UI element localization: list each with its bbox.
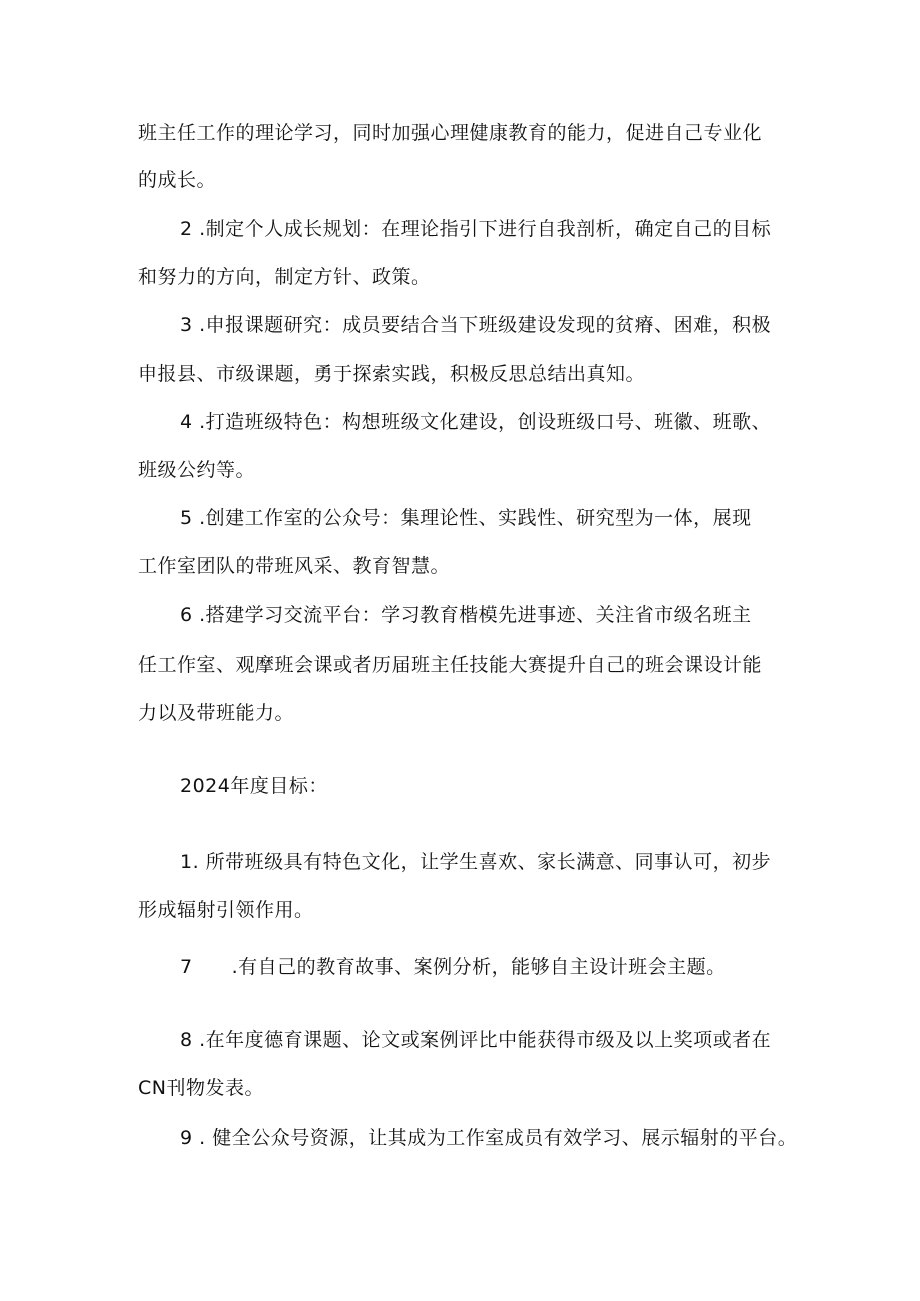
list-item-3-line-2: 申报县、市级课题，勇于探索实践，积极反思总结出真知。 — [138, 363, 646, 385]
goal-item-9: 9 . 健全公众号资源，让其成为工作室成员有效学习、展示辐射的平台。 — [180, 1127, 798, 1149]
goal-item-8-line-1: 8 .在年度德育课题、论文或案例评比中能获得市级及以上奖项或者在 — [180, 1029, 772, 1051]
list-item-4-line-2: 班级公约等。 — [138, 459, 256, 481]
section-heading: 2024年度目标： — [180, 775, 328, 797]
list-item-2-line-2: 和努力的方向，制定方针、政策。 — [138, 266, 431, 288]
paragraph-line: 班主任工作的理论学习，同时加强心理健康教育的能力，促进自己专业化 — [138, 122, 763, 144]
goal-item-7: 7 .有自己的教育故事、案例分析，能够自主设计班会主题。 — [180, 956, 726, 978]
list-item-6-line-1: 6 .搭建学习交流平台：学习教育楷模先进事迹、关注省市级名班主 — [180, 604, 752, 626]
list-item-4-line-1: 4 .打造班级特色：构想班级文化建设，创设班级口号、班徽、班歌、 — [180, 411, 772, 433]
paragraph-line: 的成长。 — [138, 169, 217, 191]
goal-item-8-line-2: CN刊物发表。 — [138, 1077, 264, 1099]
list-item-6-line-3: 力以及带班能力。 — [138, 702, 295, 724]
list-item-5-line-1: 5 .创建工作室的公众号：集理论性、实践性、研究型为一体，展现 — [180, 507, 752, 529]
list-item-5-line-2: 工作室团队的带班风采、教育智慧。 — [138, 555, 451, 577]
goal-item-1-line-1: 1. 所带班级具有特色文化，让学生喜欢、家长满意、同事认可，初步 — [180, 851, 772, 873]
list-item-6-line-2: 任工作室、观摩班会课或者历届班主任技能大赛提升自己的班会课设计能 — [138, 654, 763, 676]
goal-item-1-line-2: 形成辐射引领作用。 — [138, 899, 314, 921]
list-item-3-line-1: 3 .申报课题研究：成员要结合当下班级建设发现的贫瘠、困难，积极 — [180, 314, 772, 336]
list-item-2-line-1: 2 .制定个人成长规划：在理论指引下进行自我剖析，确定自己的目标 — [180, 218, 772, 240]
